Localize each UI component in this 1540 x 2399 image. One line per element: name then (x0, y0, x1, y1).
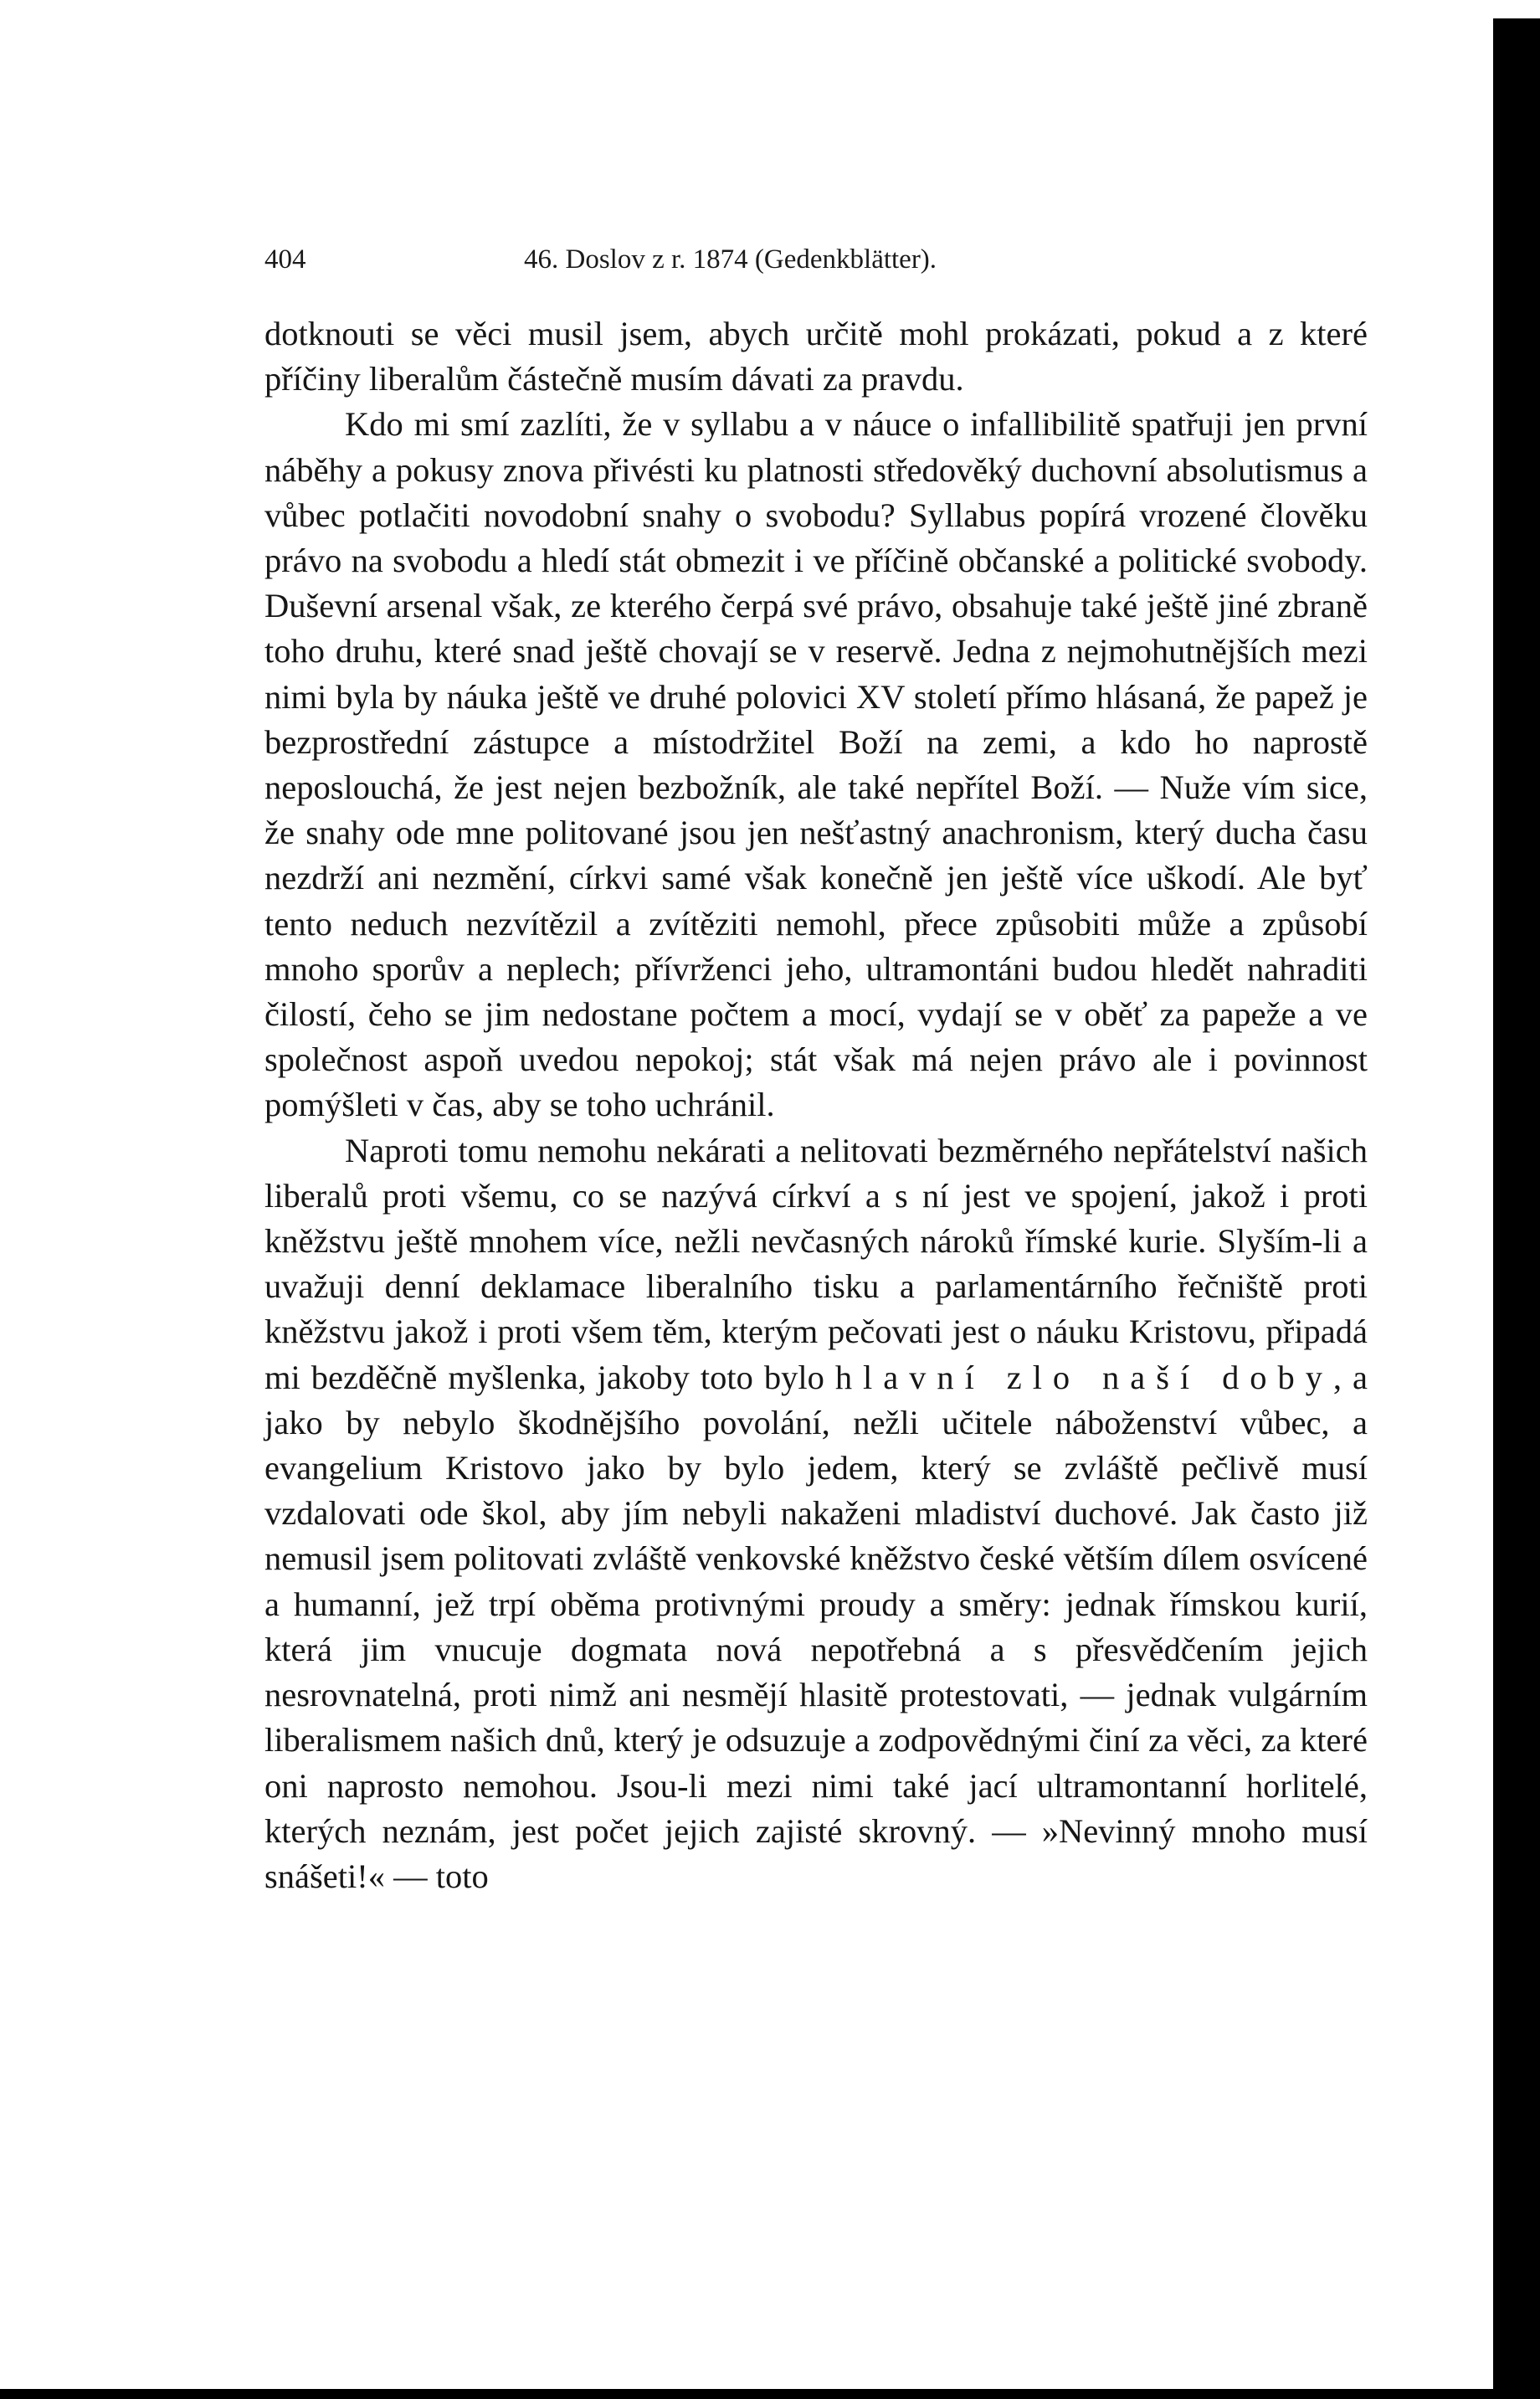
scan-border-right (1493, 18, 1540, 2399)
paragraph-text: Kdo mi smí zazlíti, že v syllabu a v náuce o infallibilitě spatřuji jen první náběhy a pokusy znova přivésti ku platnosti středověký duchovní absolutismus a vůbec potlačiti novodobní snahy o svobodu? Syllabus popírá vrozené člověku právo na svobodu a hledí stát obmezit i ve příčině občanské a politické svobody. Duševní arsenal však, ze kterého čerpá své právo, obsahuje také ještě jiné zbraně toho druhu, které snad ještě chovají se v reservě. Jedna z nejmohutnějších mezi nimi byla by náuka ještě ve druhé polovici XV století přímo hlásaná, že papež je bezprostřední zástupce a místodržitel Boží na zemi, a kdo ho naprostě neposlouchá, že jest nejen bezbožník, ale také nepřítel Boží. — Nuže vím sice, že snahy ode mne politované jsou jen nešťastný anachronism, který ducha času nezdrží ani nezmění, církvi samé však konečně jen ještě více uškodí. Ale byť tento neduch nezvítězil a zvítěziti nemohl, přece způsobiti může a způsobí mnoho sporův a neplech; přívrženci jeho, ultramontáni budou hledět nahraditi čilostí, čeho se jim nedostane počtem a mocí, vydají se v oběť za papeže a ve společnost aspoň uvedou nepokoj; stát však má nejen právo ale i povinnost pomýšleti v čas, aby se toho uchránil. (264, 405, 1368, 1124)
emphasized-spaced-text: hlavní zlo naší doby (834, 1358, 1333, 1396)
page-number: 404 (264, 244, 306, 275)
paragraph-3 (264, 1128, 1368, 1899)
running-head (264, 239, 1368, 283)
paragraph-text: Naproti tomu nemohu nekárati a nelitovati bezměrného nepřátelství našich liberalů proti všemu, co se nazývá církví a s ní jest ve spojení, jakož i proti kněžstvu ještě mnohem více, nežli nevčasných nároků římské kurie. Slyším-li a uvažuji denní deklamace liberalního tisku a parlamentárního řečniště proti kněžstvu jakož i proti všem těm, kterým pečovati jest o náuku Kristovu, připadá mi bezděčně myšlenka, jakoby toto bylo (264, 1131, 1368, 1396)
paragraph-text: dotknouti se věci musil jsem, abych určitě mohl prokázati, pokud a z které příčiny liberalům částečně musím dávati za pravdu. (264, 315, 1368, 398)
scan-border-bottom (0, 2389, 1540, 2399)
chapter-title: 46. Doslov z r. 1874 (Gedenkblätter). (524, 244, 937, 275)
paragraph-1 (264, 311, 1368, 402)
paragraph-text: , a jako by nebylo škodnějšího povolání, nežli učitele náboženství vůbec, a evangelium Kristovo jako by bylo jedem, který se zvláště pečlivě musí vzdalovati ode škol, aby jím nebyli nakaženi mladiství duchové. Jak často již nemusil jsem politovati zvláště venkovské kněžstvo české větším dílem osvícené a humanní, jež trpí oběma protivnými proudy a směry: jednak římskou kurií, která jim vnucuje dogmata nová nepotřebná a s přesvědčením jejich nesrovnatelná, proti nimž ani nesmějí hlasitě protestovati, — jednak vulgárním liberalismem našich dnů, který je odsuzuje a zodpovědnými činí za věci, za které oni naprosto nemohou. Jsou-li mezi nimi také jací ultramontanní horlitelé, kterých neznám, jest počet jejich zajisté skrovný. — »Nevinný mnoho musí snášeti!« — toto (264, 1358, 1368, 1895)
paragraph-2 (264, 402, 1368, 1128)
body-text (264, 311, 1368, 1899)
